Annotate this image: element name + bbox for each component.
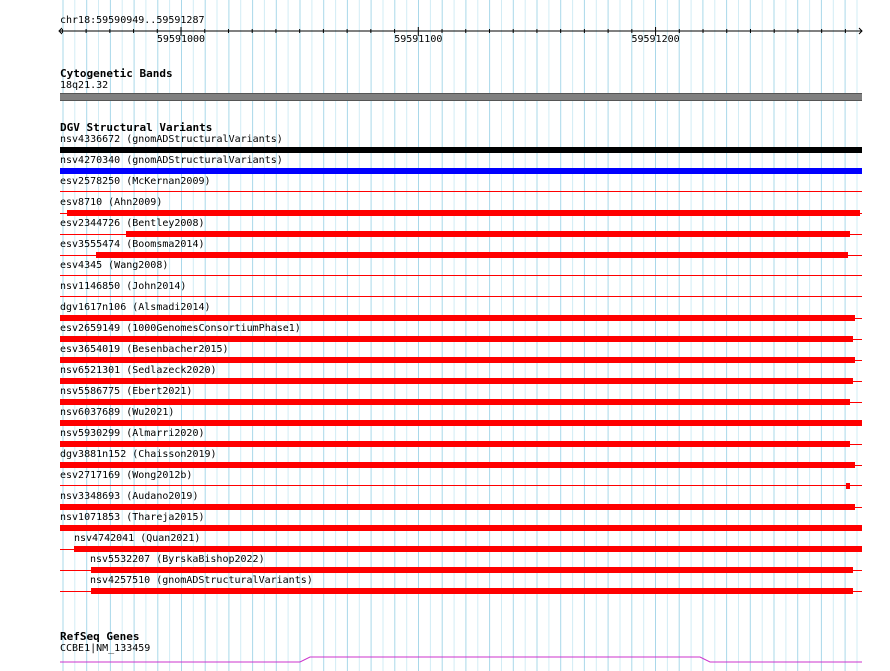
dgv-track-title: DGV Structural Variants xyxy=(60,121,213,134)
variant-bar[interactable] xyxy=(60,399,850,405)
variant-line[interactable] xyxy=(60,296,862,297)
variant-label[interactable]: nsv5586775 (Ebert2021) xyxy=(60,386,193,397)
variant-label[interactable]: esv3654019 (Besenbacher2015) xyxy=(60,344,229,355)
variant-bar[interactable] xyxy=(60,525,862,531)
location-label: chr18:59590949..59591287 xyxy=(60,15,205,26)
cytoband-label: 18q21.32 xyxy=(60,80,109,91)
variant-bar[interactable] xyxy=(91,567,853,573)
cytoband-track-title: Cytogenetic Bands xyxy=(60,67,173,80)
variant-bar[interactable] xyxy=(60,168,862,174)
variant-line[interactable] xyxy=(60,191,862,192)
variant-label[interactable]: esv2659149 (1000GenomesConsortiumPhase1) xyxy=(60,323,301,334)
variant-label[interactable]: nsv5930299 (Almarri2020) xyxy=(60,428,205,439)
variant-label[interactable]: esv2717169 (Wong2012b) xyxy=(60,470,193,481)
variant-bar[interactable] xyxy=(60,336,853,342)
variant-label[interactable]: nsv4742041 (Quan2021) xyxy=(74,533,201,544)
variant-label[interactable]: nsv3348693 (Audano2019) xyxy=(60,491,199,502)
refseq-track-title: RefSeq Genes xyxy=(60,630,140,643)
variant-label[interactable]: nsv1146850 (John2014) xyxy=(60,281,187,292)
variant-bar[interactable] xyxy=(60,378,853,384)
variant-label[interactable]: esv2578250 (McKernan2009) xyxy=(60,176,211,187)
refseq-gene-feature[interactable] xyxy=(0,654,890,668)
variant-bar[interactable] xyxy=(74,546,862,552)
variant-bar[interactable] xyxy=(67,210,860,216)
variant-label[interactable]: esv2344726 (Bentley2008) xyxy=(60,218,205,229)
ruler-tick-label: 59591100 xyxy=(394,34,443,45)
variant-bar[interactable] xyxy=(60,504,855,510)
variant-label[interactable]: dgv1617n106 (Alsmadi2014) xyxy=(60,302,211,313)
variant-label[interactable]: nsv6037689 (Wu2021) xyxy=(60,407,175,418)
variant-bar[interactable] xyxy=(60,462,855,468)
variant-label[interactable]: esv8710 (Ahn2009) xyxy=(60,197,163,208)
variant-bar[interactable] xyxy=(126,231,850,237)
variant-label[interactable]: nsv4336672 (gnomADStructuralVariants) xyxy=(60,134,283,145)
variant-bar[interactable] xyxy=(60,357,855,363)
ruler-axis xyxy=(0,26,890,46)
variant-label[interactable]: nsv5532207 (ByrskaBishop2022) xyxy=(90,554,265,565)
variant-bar[interactable] xyxy=(60,441,850,447)
variant-line[interactable] xyxy=(60,275,862,276)
ruler-tick-label: 59591000 xyxy=(156,34,206,45)
variant-label[interactable]: nsv1071853 (Thareja2015) xyxy=(60,512,205,523)
variant-bar[interactable] xyxy=(96,252,848,258)
gene-intron-line xyxy=(60,657,862,662)
variant-bar[interactable] xyxy=(60,315,855,321)
variant-label[interactable]: nsv6521301 (Sedlazeck2020) xyxy=(60,365,217,376)
ruler-tick-label: 59591200 xyxy=(631,34,680,45)
cytoband-bar[interactable] xyxy=(60,93,862,101)
variant-label[interactable]: esv4345 (Wang2008) xyxy=(60,260,169,271)
refseq-gene-label[interactable]: CCBE1|NM_133459 xyxy=(60,643,151,654)
variant-label[interactable]: dgv3881n152 (Chaisson2019) xyxy=(60,449,217,460)
variant-label[interactable]: esv3555474 (Boomsma2014) xyxy=(60,239,205,250)
variant-endpoint[interactable] xyxy=(846,483,850,489)
variant-bar[interactable] xyxy=(91,588,853,594)
variant-label[interactable]: nsv4270340 (gnomADStructuralVariants) xyxy=(60,155,283,166)
variant-bar[interactable] xyxy=(60,420,862,426)
variant-bar[interactable] xyxy=(60,147,862,153)
variant-label[interactable]: nsv4257510 (gnomADStructuralVariants) xyxy=(90,575,313,586)
variant-line[interactable] xyxy=(60,485,862,486)
ruler[interactable] xyxy=(0,26,890,46)
